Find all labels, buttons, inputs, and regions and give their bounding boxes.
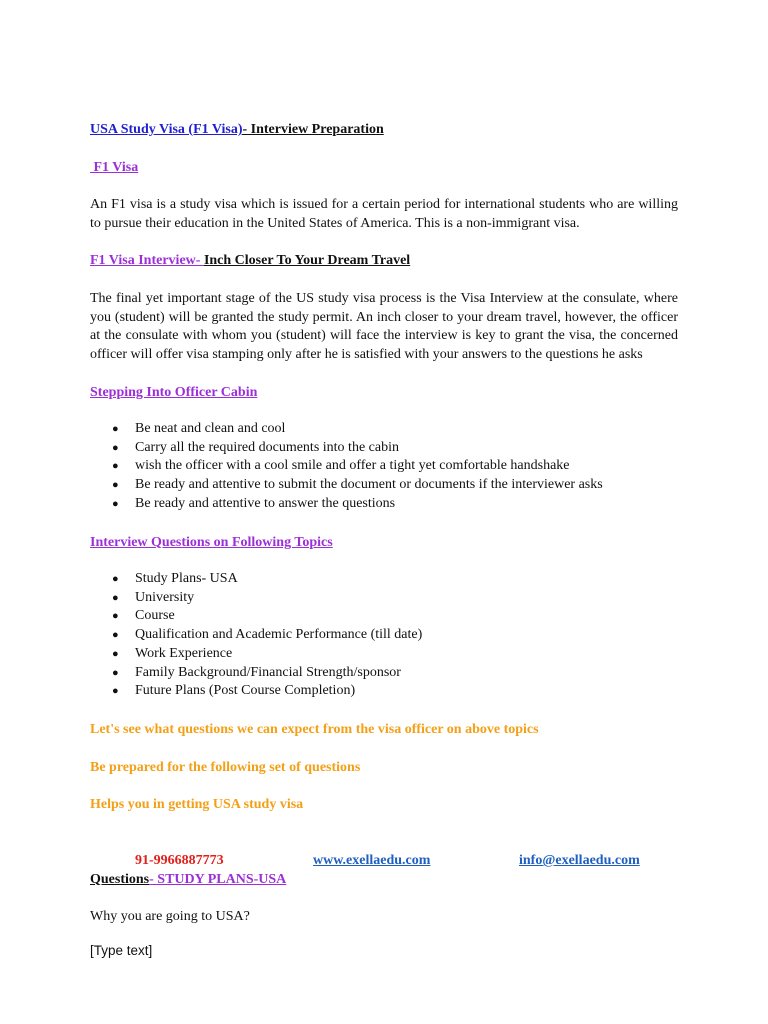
questions-label: Questions xyxy=(90,872,150,887)
bullet-icon: ● xyxy=(112,610,119,623)
f1-visa-heading[interactable]: F1 Visa xyxy=(90,160,139,175)
orange-note-3: Helps you in getting USA study visa xyxy=(90,797,304,812)
bullet-icon: ● xyxy=(112,423,119,435)
email-link[interactable]: info@exellaedu.com xyxy=(519,853,640,868)
bullet-icon: ● xyxy=(112,666,119,679)
bullet-icon: ● xyxy=(112,685,119,698)
question-text: Why you are going to USA? xyxy=(90,909,250,924)
bullet-icon: ● xyxy=(112,441,119,454)
questions-heading xyxy=(90,871,286,889)
document-title xyxy=(90,121,384,139)
bullet-icon: ● xyxy=(112,573,119,585)
list-item: ● Future Plans (Post Course Completion) xyxy=(90,682,422,701)
bullet-icon: ● xyxy=(112,460,119,473)
list-item: ● Family Background/Financial Strength/sponsor xyxy=(90,664,422,683)
bullet-icon: ● xyxy=(112,647,119,660)
topics-list xyxy=(90,570,422,701)
list-item: ● Qualification and Academic Performance (till date) xyxy=(90,626,422,645)
list-item: ● Work Experience xyxy=(90,645,422,664)
list-item: ● Be ready and attentive to submit the document or documents if the interviewer asks xyxy=(90,476,603,495)
intro-paragraph: An F1 visa is a study visa which is issued for a certain period for international students who are willing to pursue their education in the United States of America. This is a non-immigrant visa. xyxy=(90,197,678,231)
interview-heading-suffix: Inch Closer To Your Dream Travel xyxy=(203,253,411,268)
bullet-icon: ● xyxy=(112,629,119,642)
title-suffix: - Interview Preparation xyxy=(242,122,384,137)
phone-number: 91-9966887773 xyxy=(135,853,224,868)
bullet-icon: ● xyxy=(112,479,119,492)
list-item: ● University xyxy=(90,589,422,608)
list-item: ● Be ready and attentive to answer the questions xyxy=(90,495,603,514)
questions-topic-link[interactable]: - STUDY PLANS-USA xyxy=(149,872,287,887)
list-item: ● Be neat and clean and cool xyxy=(90,420,603,439)
title-link[interactable]: USA Study Visa (F1 Visa) xyxy=(90,122,243,137)
website-link[interactable]: www.exellaedu.com xyxy=(313,853,431,868)
footer-placeholder: [Type text] xyxy=(90,943,153,958)
orange-note-1: Let's see what questions we can expect from the visa officer on above topics xyxy=(90,722,539,737)
interview-paragraph: The final yet important stage of the US study visa process is the Visa Interview at the consulate, where you (student) will be granted the study permit. An inch closer to your dream travel, however, the officer at the consulate with whom you (student) will face the interview is key to grant the visa, the concerned officer will offer visa stamping only after he is satisfied with your answers to the questions he asks xyxy=(90,291,678,363)
cabin-heading[interactable]: Stepping Into Officer Cabin xyxy=(90,385,258,400)
list-item: ● Course xyxy=(90,607,422,626)
list-item: ● wish the officer with a cool smile and offer a tight yet comfortable handshake xyxy=(90,457,603,476)
list-item: ● Study Plans- USA xyxy=(90,570,422,589)
orange-note-2: Be prepared for the following set of questions xyxy=(90,760,361,775)
cabin-list xyxy=(90,420,603,514)
bullet-icon: ● xyxy=(112,497,119,510)
list-item: ● Carry all the required documents into the cabin xyxy=(90,439,603,458)
interview-heading xyxy=(90,252,410,270)
interview-heading-link[interactable]: F1 Visa Interview- xyxy=(90,253,204,268)
topics-heading[interactable]: Interview Questions on Following Topics xyxy=(90,535,333,550)
bullet-icon: ● xyxy=(112,591,119,604)
